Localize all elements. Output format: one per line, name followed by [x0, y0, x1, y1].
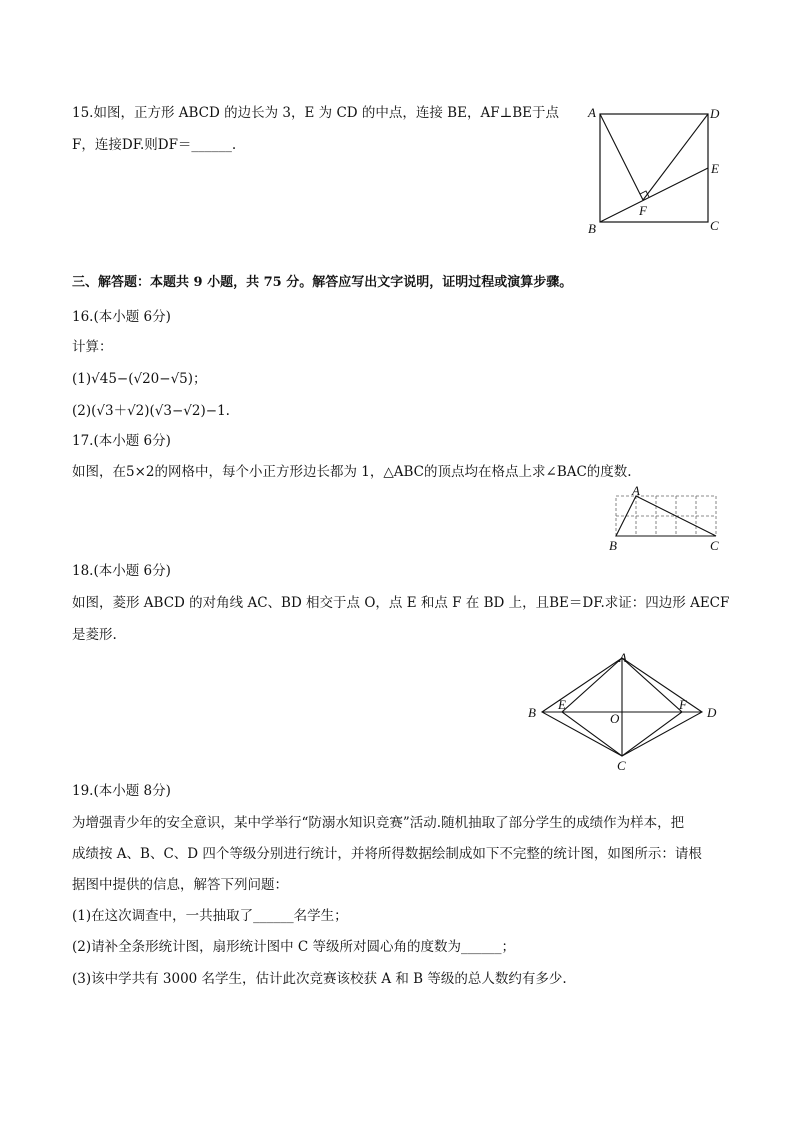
q19-header: 19.(本小题 8分)	[72, 783, 171, 799]
q15-line1: 15.如图，正方形 ABCD 的边长为 3，E 为 CD 的中点，连接 BE，AF⊥BE于点	[72, 105, 560, 121]
segment-af	[600, 114, 643, 200]
q19-part1: (1)在这次调查中，一共抽取了______名学生；	[72, 908, 348, 924]
section-three-heading: 三、解答题：本题共 9 小题，共 75 分。解答应写出文字说明，证明过程或演算步骤。	[72, 275, 573, 290]
q16-intro: 计算：	[72, 339, 113, 355]
q18-line2: 是菱形.	[72, 627, 117, 643]
label-b: B	[528, 705, 536, 720]
q15-line2: F，连接DF.则DF＝______.	[72, 137, 237, 153]
q19-line1: 为增强青少年的安全意识，某中学举行“防溺水知识竞赛”活动.随机抽取了部分学生的成绩作为样本，把	[72, 815, 685, 831]
q18-rhombus-figure	[522, 646, 724, 774]
label-c: C	[617, 758, 626, 773]
segment-be	[600, 168, 708, 222]
label-a: A	[632, 484, 640, 498]
label-a: A	[619, 650, 627, 665]
square-abcd	[600, 114, 708, 222]
q18-line1: 如图，菱形 ABCD 的对角线 AC、BD 相交于点 O，点 E 和点 F 在 BD 上，且BE＝DF.求证：四边形 AECF	[72, 595, 730, 611]
q19-part2: (2)请补全条形统计图，扇形统计图中 C 等级所对圆心角的度数为______；	[72, 939, 516, 955]
label-d: D	[707, 705, 717, 720]
label-c: C	[710, 538, 719, 553]
label-d: D	[710, 106, 720, 121]
label-b: B	[609, 538, 617, 553]
q18-header: 18.(本小题 6分)	[72, 563, 171, 579]
q19-part3: (3)该中学共有 3000 名学生，估计此次竞赛该校获 A 和 B 等级的总人数约有多少.	[72, 971, 567, 987]
q17-text: 如图，在5×2的网格中，每个小正方形边长都为 1，△ABC的顶点均在格点上求∠BAC的度数.	[72, 464, 632, 480]
label-c: C	[710, 218, 719, 233]
q19-line3: 据图中提供的信息，解答下列问题：	[72, 877, 288, 893]
label-f: F	[679, 697, 687, 712]
segment-df	[643, 114, 708, 200]
q17-header: 17.(本小题 6分)	[72, 433, 171, 449]
grid-5x2	[616, 496, 716, 536]
q19-line2: 成绩按 A、B、C、D 四个等级分别进行统计，并将所得数据绘制成如下不完整的统计图，如图所示：请根	[72, 846, 702, 862]
label-o: O	[610, 711, 620, 726]
q16-header: 16.(本小题 6分)	[72, 309, 171, 325]
q17-grid-figure	[604, 484, 728, 554]
label-b: B	[588, 221, 596, 236]
q15-square-figure	[584, 100, 724, 240]
q16-part1: (1)√45−(√20−√5)；	[72, 371, 207, 387]
label-e: E	[558, 697, 566, 712]
label-a: A	[588, 105, 596, 120]
label-f: F	[639, 203, 647, 218]
label-e: E	[711, 161, 719, 176]
q16-part2: (2)(√3＋√2)(√3−√2)−1.	[72, 403, 230, 419]
